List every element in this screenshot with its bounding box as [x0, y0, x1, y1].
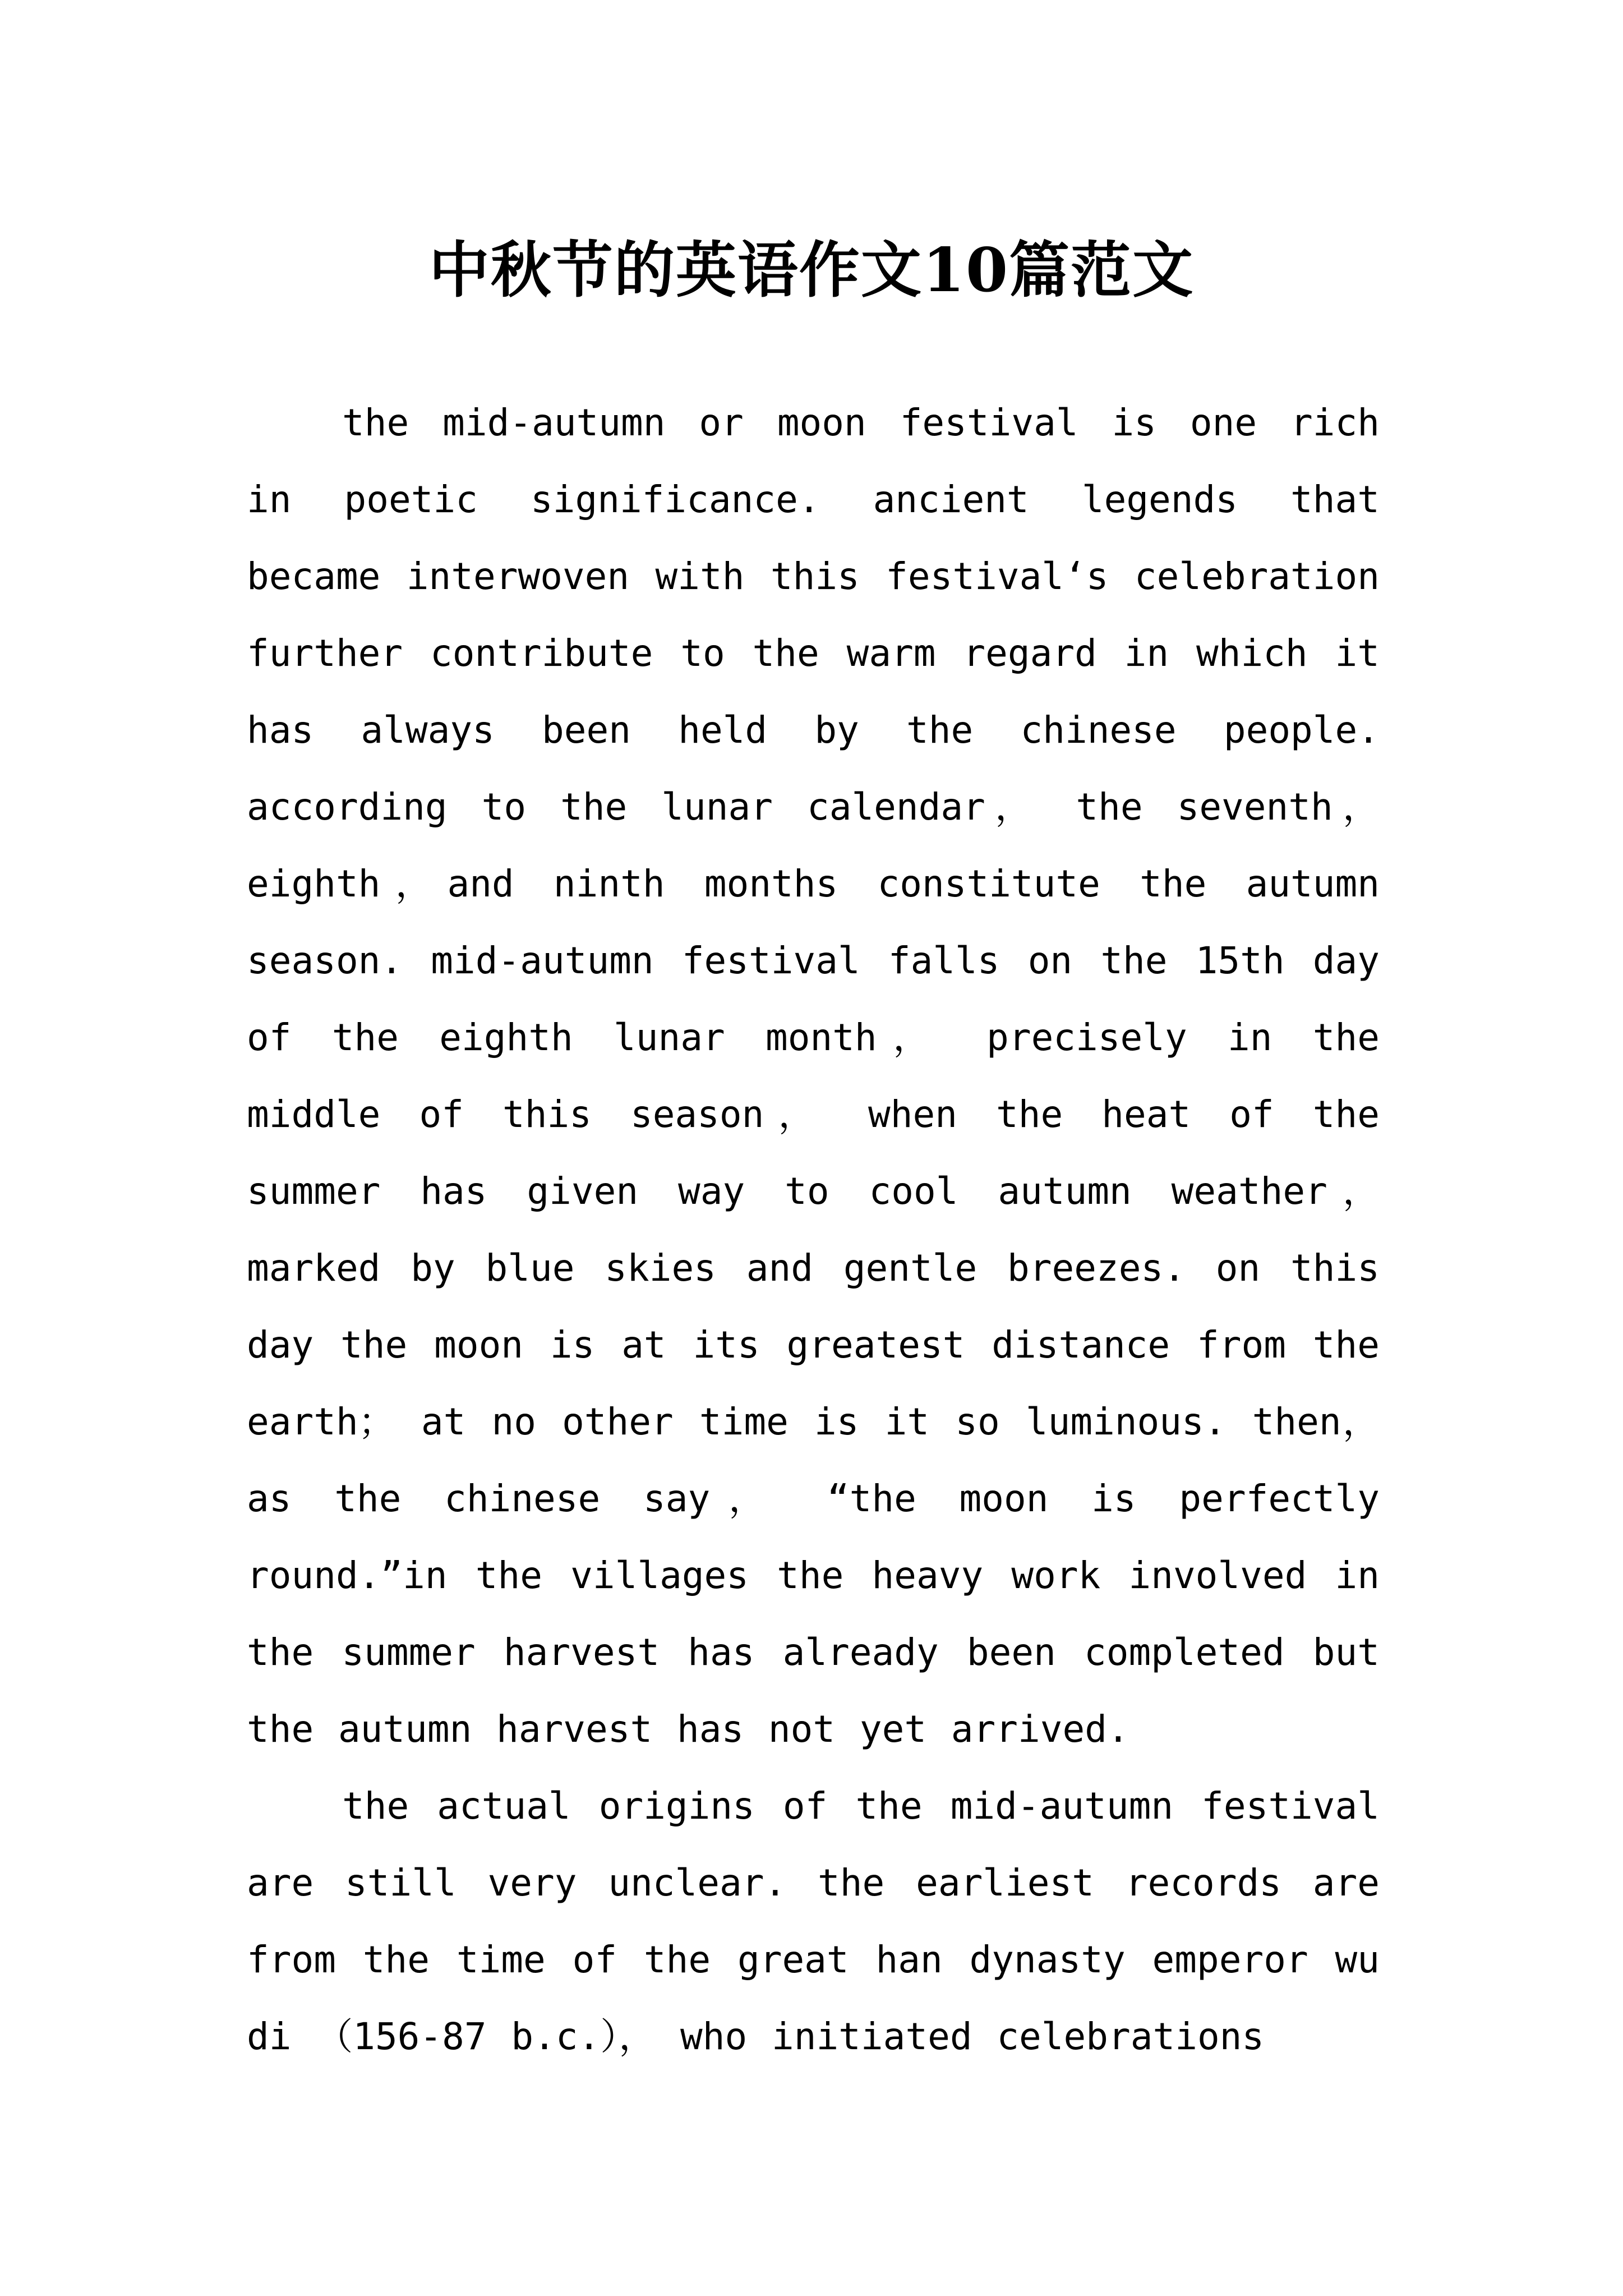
paragraph-2: the actual origins of the mid-autumn festival are still very unclear. the earliest records are from the time of the great han dynasty emperor wu di （156-87 b.c.）， who initiated celebrations — [247, 1784, 1380, 2058]
document-body — [247, 384, 1380, 2075]
paragraph-1: the mid-autumn or moon festival is one rich in poetic significance. ancient legends that became interwoven with this festival‘s celebration further contribute to the warm regard in which it has always been held by the chinese people. according to the lunar calendar， the seventh，eighth，and ninth months constitute the autumn season. mid-autumn festival falls on the 15th day of the eighth lunar month， precisely in the middle of this season， when the heat of the summer has given way to cool autumn weather，marked by blue skies and gentle breezes. on this day the moon is at its greatest distance from the earth； at no other time is it so luminous. then，as the chinese say， “the moon is perfectly round.”in the villages the heavy work involved in the summer harvest has already been completed but the autumn harvest has not yet arrived. — [247, 401, 1380, 1751]
document-title: 中秋节的英语作文10篇范文 — [428, 235, 1195, 306]
